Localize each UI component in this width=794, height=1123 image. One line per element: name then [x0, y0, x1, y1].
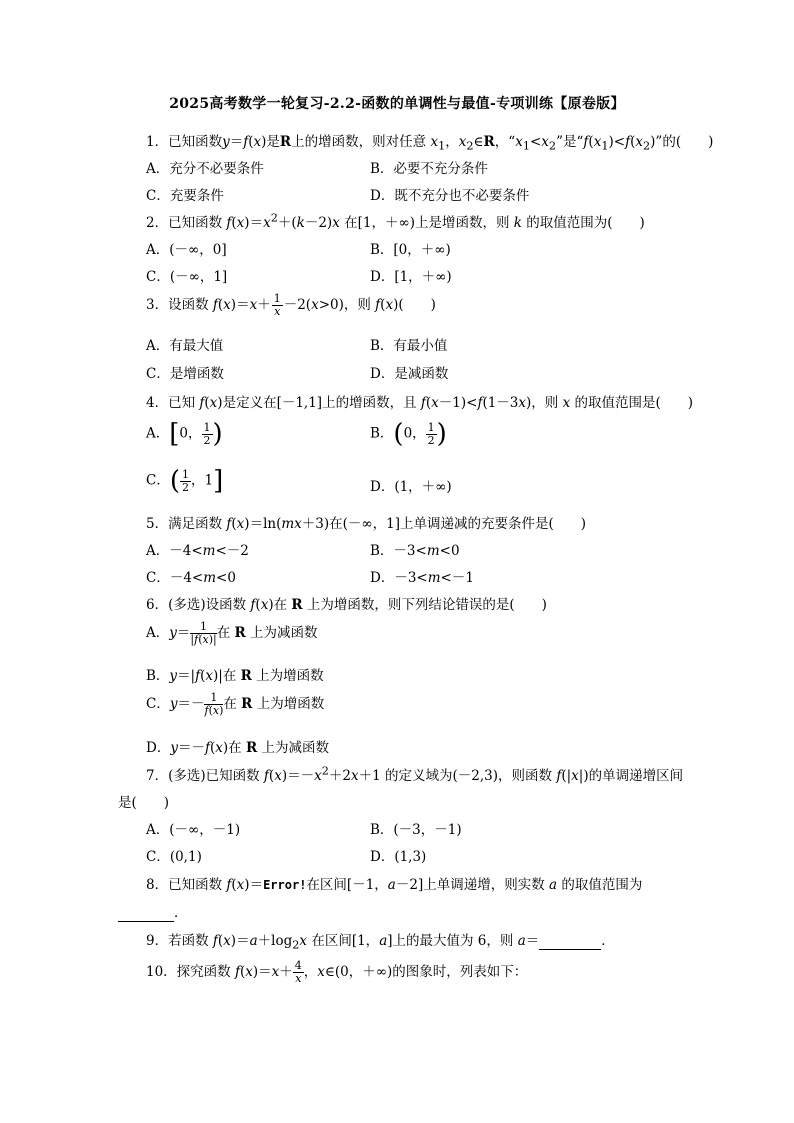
question-3-option-b: B．有最小值 [370, 338, 448, 354]
question-5-option-a: A．－4<m<－2 [146, 543, 249, 559]
question-9-answer-blank[interactable] [539, 933, 601, 950]
question-2-option-a: A．(－∞，0] [146, 242, 227, 258]
question-6-option-b: B．y＝|f(x)|在 R 上为增函数 [146, 668, 324, 684]
question-4-option-c: C．( $\frac{1}{2}$ ，1] [146, 466, 224, 496]
question-5-option-b: B．－3<m<0 [370, 543, 460, 559]
question-3-option-d: D．是减函数 [370, 366, 449, 382]
question-1-stem: 1．已知函数y＝f(x)是R上的增函数，则对任意 $x_1$，$x_2\in R$，“$x_1<x_2$”是“$f(x_1)<f(x_2)$”的( ) [146, 134, 714, 153]
question-2-stem: 2．已知函数 $f(x)=x^2+(k-2)x$ 在[1，＋∞)上是增函数，则 k 的取值范围为( ) [146, 211, 645, 231]
question-2-option-c: C．(－∞，1] [146, 269, 228, 285]
question-1-option-d: D．既不充分也不必要条件 [370, 188, 530, 204]
question-5-stem: 5．满足函数 f(x)＝ln(mx＋3)在(－∞，1]上单调递减的充要条件是( ) [146, 516, 587, 532]
question-5-option-c: C．－4<m<0 [146, 570, 236, 586]
question-7-option-b: B．(－3，－1) [370, 822, 462, 838]
question-6-option-c: C．y＝－ $\frac{1}{f(x)}$ 在 R 上为增函数 [146, 691, 325, 717]
question-8-stem: 8．已知函数 f(x)＝Error!在区间[－1，a－2]上单调递增，则实数 a 的取值范围为 [146, 877, 643, 893]
question-4-option-b: B．(0， $\frac{1}{2}$ ) [370, 419, 447, 449]
question-1-option-a: A．充分不必要条件 [146, 161, 264, 177]
question-2-option-d: D．[1，＋∞) [370, 269, 452, 285]
question-4-option-a: A．[0， $\frac{1}{2}$ ) [146, 419, 223, 449]
question-6-option-a: A．y＝ $\frac{1}{|f(x)|}$ 在 R 上为减函数 [146, 620, 318, 646]
question-6-stem: 6．(多选)设函数 f(x)在 R 上为增函数，则下列结论错误的是( ) [146, 597, 547, 613]
question-7-stem: 7．(多选)已知函数 $f(x)=-x^2+2x+1$ 的定义域为(－2,3)，则函数 f(|x|)的单调递增区间 [146, 764, 684, 784]
question-8-answer-blank[interactable]: ． [118, 901, 188, 922]
question-1-option-b: B．必要不充分条件 [370, 161, 488, 177]
question-7-option-c: C．(0,1) [146, 849, 202, 865]
question-7-option-a: A．(－∞，－1) [146, 822, 241, 838]
question-4-stem: 4．已知 f(x)是定义在[－1,1]上的增函数，且 f(x－1)<f(1－3x)，则 x 的取值范围是( ) [146, 395, 694, 411]
question-6-option-d: D．y＝－f(x)在 R 上为减函数 [146, 740, 329, 756]
question-3-option-c: C．是增函数 [146, 366, 224, 382]
document-title: 2025高考数学一轮复习-2.2-函数的单调性与最值-专项训练【原卷版】 [169, 96, 625, 112]
question-7-option-d: D．(1,3) [370, 849, 427, 865]
question-9-stem: 9．若函数 $f(x)=a+\log_2x$ 在区间[1，a]上的最大值为 6，则 a＝ ． [146, 933, 615, 952]
question-3-stem: 3．设函数 f(x)＝x＋ $\frac{1}{x}$ －2(x>0)，则 f(x)( ) [146, 292, 436, 318]
question-1-option-c: C．充要条件 [146, 188, 224, 204]
question-5-option-d: D．－3<m<－1 [370, 570, 474, 586]
question-2-option-b: B．[0，＋∞) [370, 242, 451, 258]
question-3-option-a: A．有最大值 [146, 338, 224, 354]
question-10-stem: 10．探究函数 f(x)＝x＋ $\frac{4}{x}$ ，x∈(0，＋∞)的图象时，列表如下： [146, 959, 528, 985]
question-7-stem-continued: 是( ) [118, 795, 170, 811]
question-4-option-d: D．(1，＋∞) [370, 479, 452, 495]
